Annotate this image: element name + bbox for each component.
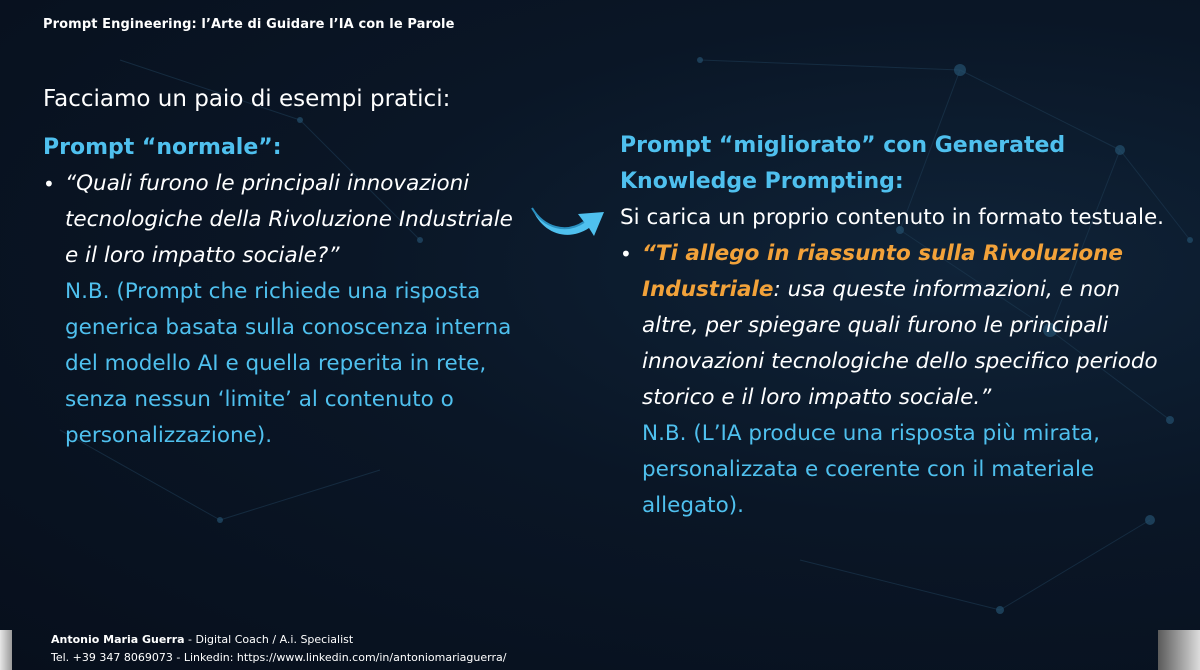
footer-author-role: - Digital Coach / A.i. Specialist <box>184 633 354 646</box>
improved-prompt-bullet <box>620 236 1180 416</box>
corner-decoration-right <box>1158 630 1200 670</box>
curved-arrow-icon <box>528 198 608 244</box>
bullet-dot-icon: • <box>43 172 55 196</box>
presentation-title: Prompt Engineering: l’Arte di Guidare l’IA con le Parole <box>43 17 455 32</box>
improved-prompt-text <box>642 236 1180 416</box>
improved-prompt-highlight: “Ti allego in riassunto sulla Rivoluzione Industriale <box>642 241 1123 302</box>
normal-prompt-bullet <box>43 166 523 274</box>
improved-prompt-description: Si carica un proprio contenuto in formato testuale. <box>620 205 1165 230</box>
normal-prompt-heading: Prompt “normale”: <box>43 135 282 160</box>
intro-text: Facciamo un paio di esempi pratici: <box>43 86 451 112</box>
bullet-dot-icon: • <box>620 242 632 266</box>
footer-contact: Tel. +39 347 8069073 - Linkedin: https://www.linkedin.com/in/antoniomariaguerra/ <box>51 651 507 664</box>
normal-prompt-text: “Quali furono le principali innovazioni tecnologiche della Rivoluzione Industriale e il loro impatto sociale?” <box>65 171 513 268</box>
footer-author-line <box>51 631 506 649</box>
improved-prompt-heading: Prompt “migliorato” con Generated Knowledge Prompting: <box>620 133 1066 194</box>
footer <box>51 631 506 667</box>
footer-author-name: Antonio Maria Guerra <box>51 633 185 646</box>
improved-prompt-section <box>620 128 1180 524</box>
corner-decoration-left <box>0 630 12 670</box>
normal-prompt-section <box>43 130 523 454</box>
improved-prompt-note: N.B. (L’IA produce una risposta più mirata, personalizzata e coerente con il materiale allegato). <box>642 421 1100 518</box>
improved-prompt-rest: : usa queste informazioni, e non altre, per spiegare quali furono le principali innovazioni tecnologiche dello specifico periodo storico e il loro impatto sociale.” <box>642 277 1158 410</box>
normal-prompt-note: N.B. (Prompt che richiede una risposta generica basata sulla conoscenza interna del modello AI e quella reperita in rete, senza nessun ‘limite’ al contenuto o personalizzazione). <box>65 279 512 448</box>
